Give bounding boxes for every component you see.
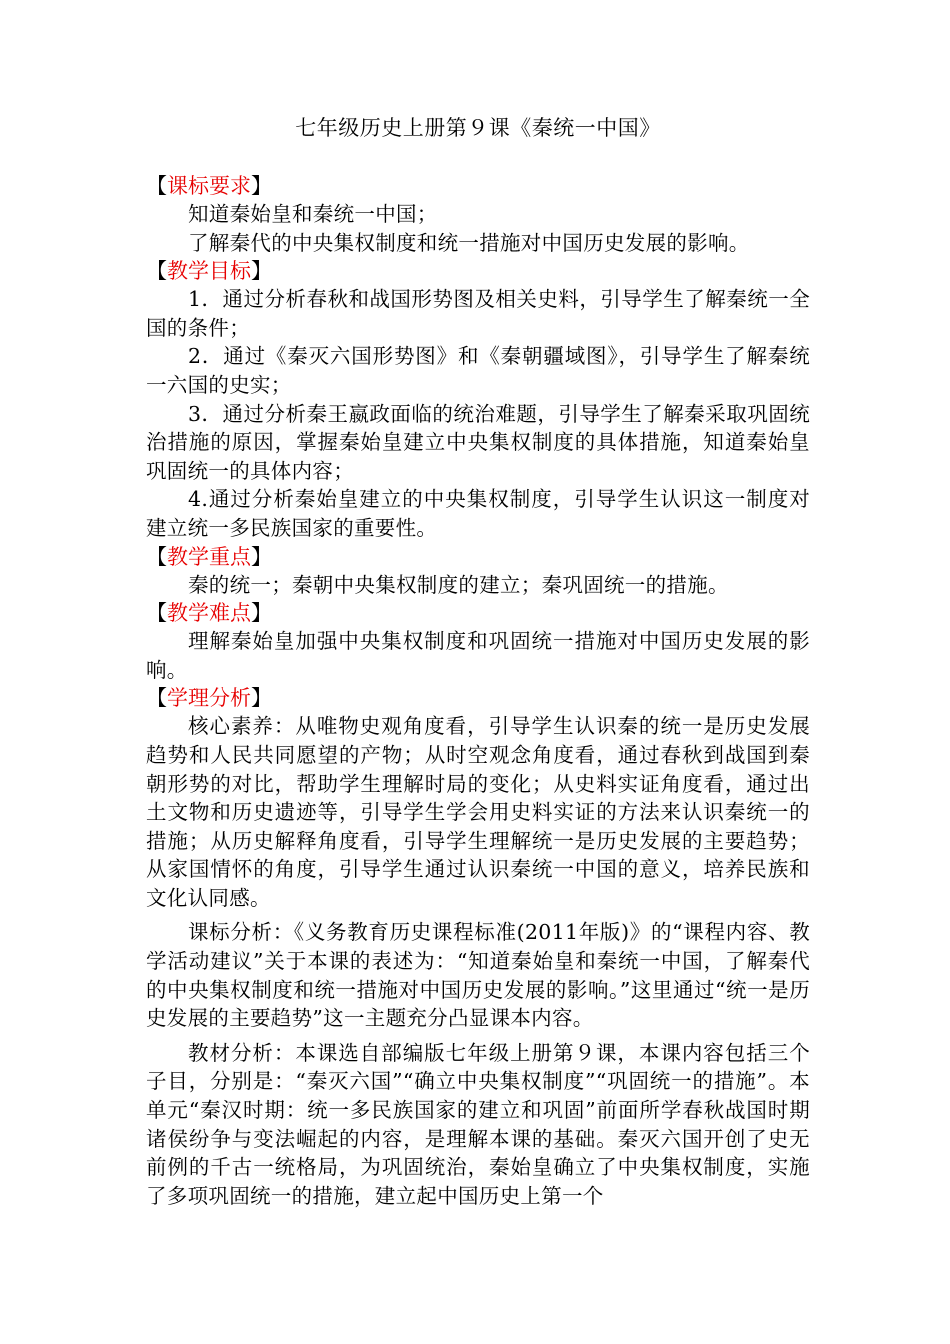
section-heading-text: 教学目标 xyxy=(167,259,251,284)
paragraph: 2．通过《秦灭六国形势图》和《秦朝疆域图》，引导学生了解秦统一六国的史实； xyxy=(146,344,810,397)
paragraph: 1．通过分析春秋和战国形势图及相关史料，引导学生了解秦统一全国的条件； xyxy=(146,287,810,340)
bracket-open: 【 xyxy=(146,544,167,569)
bracket-open: 【 xyxy=(146,174,167,198)
paragraph: 3．通过分析秦王嬴政面临的统治难题，引导学生了解秦采取巩固统治措施的原因，掌握秦始皇建立中央集权制度的具体措施，知道秦始皇巩固统一的具体内容； xyxy=(146,401,810,483)
bracket-open: 【 xyxy=(146,601,167,626)
section-heading-key-points xyxy=(146,543,810,571)
bracket-close: 】 xyxy=(251,544,272,569)
paragraph: 核心素养：从唯物史观角度看，引导学生认识秦的统一是历史发展趋势和人民共同愿望的产物；从时空观念角度看，通过春秋到战国到秦朝形势的对比，帮助学生理解时局的变化；从史料实证角度看，通过出土文物和历史遗迹等，引导学生学会用史料实证的方法来认识秦统一的措施；从历史解释角度看，引导学生理解统一是历史发展的主要趋势；从家国情怀的角度，引导学生通过认识秦统一中国的意义，培养民族和文化认同感。 xyxy=(146,714,810,910)
bracket-close: 】 xyxy=(251,686,272,711)
section-heading-difficulties xyxy=(146,599,810,627)
section-heading-theoretical-analysis xyxy=(146,684,810,712)
section-heading-text: 学理分析 xyxy=(167,686,251,711)
bracket-close: 】 xyxy=(251,174,272,198)
paragraph: 了解秦代的中央集权制度和统一措施对中国历史发展的影响。 xyxy=(188,230,750,255)
section-heading-teaching-objectives xyxy=(146,257,810,285)
section-heading-text: 教学重点 xyxy=(167,544,251,569)
paragraph: 理解秦始皇加强中央集权制度和巩固统一措施对中国历史发展的影响。 xyxy=(146,629,810,682)
document-title: 七年级历史上册第９课《秦统一中国》 xyxy=(295,116,661,140)
paragraph: 知道秦始皇和秦统一中国； xyxy=(188,202,438,226)
bracket-close: 】 xyxy=(251,601,272,626)
bracket-open: 【 xyxy=(146,686,167,711)
section-heading-curriculum-requirements xyxy=(146,172,810,200)
paragraph: 4.通过分析秦始皇建立的中央集权制度，引导学生认识这一制度对建立统一多民族国家的重要性。 xyxy=(146,487,810,540)
bracket-open: 【 xyxy=(146,259,167,284)
paragraph: 秦的统一；秦朝中央集权制度的建立；秦巩固统一的措施。 xyxy=(188,572,729,597)
bracket-close: 】 xyxy=(251,259,272,284)
paragraph: 课标分析：《义务教育历史课程标准(2011年版)》的“课程内容、教学活动建议”关于本课的表述为：“知道秦始皇和秦统一中国，了解秦代的中央集权制度和统一措施对中国历史发展的影响。”这里通过“统一是历史发展的主要趋势”这一主题充分凸显课本内容。 xyxy=(146,920,810,1031)
paragraph: 教材分析：本课选自部编版七年级上册第９课，本课内容包括三个子目，分别是：“秦灭六国”“确立中央集权制度”“巩固统一的措施”。本单元“秦汉时期：统一多民族国家的建立和巩固”前面所学春秋战国时期诸侯纷争与变法崛起的内容，是理解本课的基础。秦灭六国开创了史无前例的千古一统格局，为巩固统治，秦始皇确立了中央集权制度，实施了多项巩固统一的措施，建立起中国历史上第一个 xyxy=(146,1040,810,1208)
document-body xyxy=(146,114,810,1210)
section-heading-text: 课标要求 xyxy=(167,174,251,198)
section-heading-text: 教学难点 xyxy=(167,601,251,626)
